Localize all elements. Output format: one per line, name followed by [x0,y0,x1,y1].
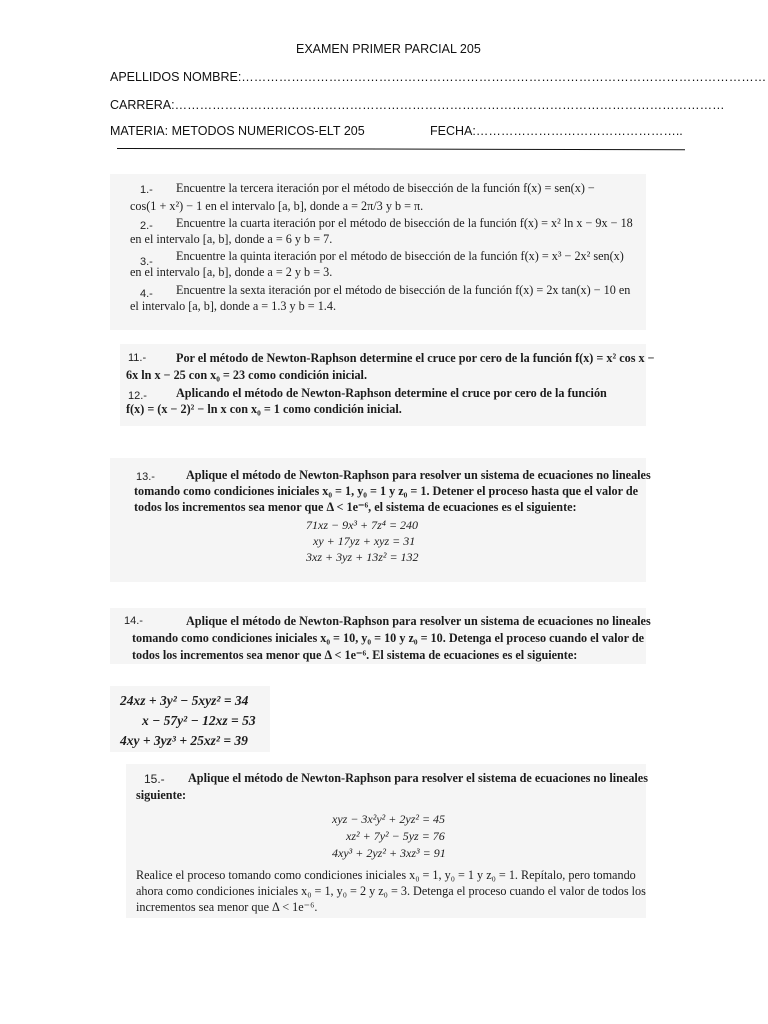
problem-1-number: 1.- [140,184,153,196]
problem-2-line-1: Encuentre la cuarta iteración por el método de bisección de la función f(x) = x² ln x − 9x − 18 [176,216,633,230]
problem-14-line-1: Aplique el método de Newton-Raphson para resolver un sistema de ecuaciones no lineales [186,614,651,628]
problem-3-number: 3.- [140,256,153,268]
problem-11-line-2: 6x ln x − 25 con x₀ = 23 como condición inicial. [126,368,367,382]
problem-15-equation-3: 4xy³ + 2yz² + 3xz³ = 91 [332,846,446,860]
problem-15-line-3: Realice el proceso tomando como condiciones iniciales x₀ = 1, y₀ = 1 y z₀ = 1. Repítalo, pero tomando [136,868,636,882]
problem-14-number: 14.- [124,615,143,627]
problem-13-equation-3: 3xz + 3yz + 13z² = 132 [306,550,419,564]
materia-label: MATERIA: METODOS NUMERICOS-ELT 205 [110,124,365,138]
problem-15-line-4: ahora como condiciones iniciales x₀ = 1, y₀ = 2 y z₀ = 3. Detenga el proceso cuando el valor de todos los [136,884,646,898]
apellidos-nombre-field: APELLIDOS NOMBRE:……………………………………………………………………………………………………………… [110,70,767,84]
problem-14-line-2: tomando como condiciones iniciales x₀ = 10, y₀ = 10 y z₀ = 10. Detenga el proceso cuando el valor de [132,631,645,645]
problem-14-line-3: todos los incrementos sea menor que Δ < 1e⁻⁶. El sistema de ecuaciones es el siguiente: [132,648,578,662]
problem-13-line-1: Aplique el método de Newton-Raphson para resolver un sistema de ecuaciones no lineales [186,468,651,482]
problem-14-equation-1: 24xz + 3y² − 5xyz² = 34 [120,693,249,708]
problem-4-number: 4.- [140,288,153,300]
problem-12-number: 12.- [128,390,147,402]
problem-12-line-2: f(x) = (x − 2)² − ln x con x₀ = 1 como condición inicial. [126,402,402,416]
problem-13-line-2: tomando como condiciones iniciales x₀ = 1, y₀ = 1 y z₀ = 1. Detener el proceso hasta que el valor de [134,484,639,498]
problem-2-number: 2.- [140,220,153,232]
problem-4-line-2: el intervalo [a, b], donde a = 1.3 y b = 1.4. [130,299,336,313]
problem-3-line-1: Encuentre la quinta iteración por el método de bisección de la función f(x) = x³ − 2x² sen(x) [176,249,624,263]
problem-15-number: 15.- [144,772,165,786]
problem-2-line-2: en el intervalo [a, b], donde a = 6 y b = 7. [130,232,333,246]
exam-title: EXAMEN PRIMER PARCIAL 205 [296,42,481,56]
problem-14-equation-3: 4xy + 3yz³ + 25xz² = 39 [120,733,248,748]
problem-12-line-1: Aplicando el método de Newton-Raphson determine el cruce por cero de la función [176,386,607,400]
problem-15-line-2: siguiente: [136,788,187,802]
problem-15-equation-2: xz² + 7y² − 5yz = 76 [346,829,445,843]
problem-15-line-5: incrementos sea menor que Δ < 1e⁻⁶. [136,900,318,914]
problem-4-line-1: Encuentre la sexta iteración por el método de bisección de la función f(x) = 2x tan(x) − 10 en [176,283,631,297]
problem-1-line-2: cos(1 + x²) − 1 en el intervalo [a, b], donde a = 2π/3 y b = π. [130,199,424,213]
carrera-field: CARRERA:…………………………………………………………………………………………………………………… [110,98,725,112]
problem-13-equation-2: xy + 17yz + xyz = 31 [313,534,416,548]
fecha-field: FECHA:………………………………………….. [430,124,683,138]
problem-15-line-1: Aplique el método de Newton-Raphson para resolver el sistema de ecuaciones no lineales [188,771,648,785]
problem-11-line-1: Por el método de Newton-Raphson determine el cruce por cero de la función f(x) = x² cos x − [176,351,655,365]
problem-11-number: 11.- [128,352,147,364]
problem-3-line-2: en el intervalo [a, b], donde a = 2 y b = 3. [130,265,333,279]
problem-13-number: 13.- [136,471,155,483]
problem-14-equation-2: x − 57y² − 12xz = 53 [142,713,256,728]
problem-13-equation-1: 71xz − 9x³ + 7z⁴ = 240 [306,518,419,532]
problem-15-equation-1: xyz − 3x²y² + 2yz² = 45 [332,812,446,826]
problem-1-line-1: Encuentre la tercera iteración por el método de bisección de la función f(x) = sen(x) − [176,181,595,195]
problem-13-line-3: todos los incrementos sea menor que Δ < 1e⁻⁶, el sistema de ecuaciones es el siguiente: [134,500,577,514]
header-divider [117,148,685,150]
